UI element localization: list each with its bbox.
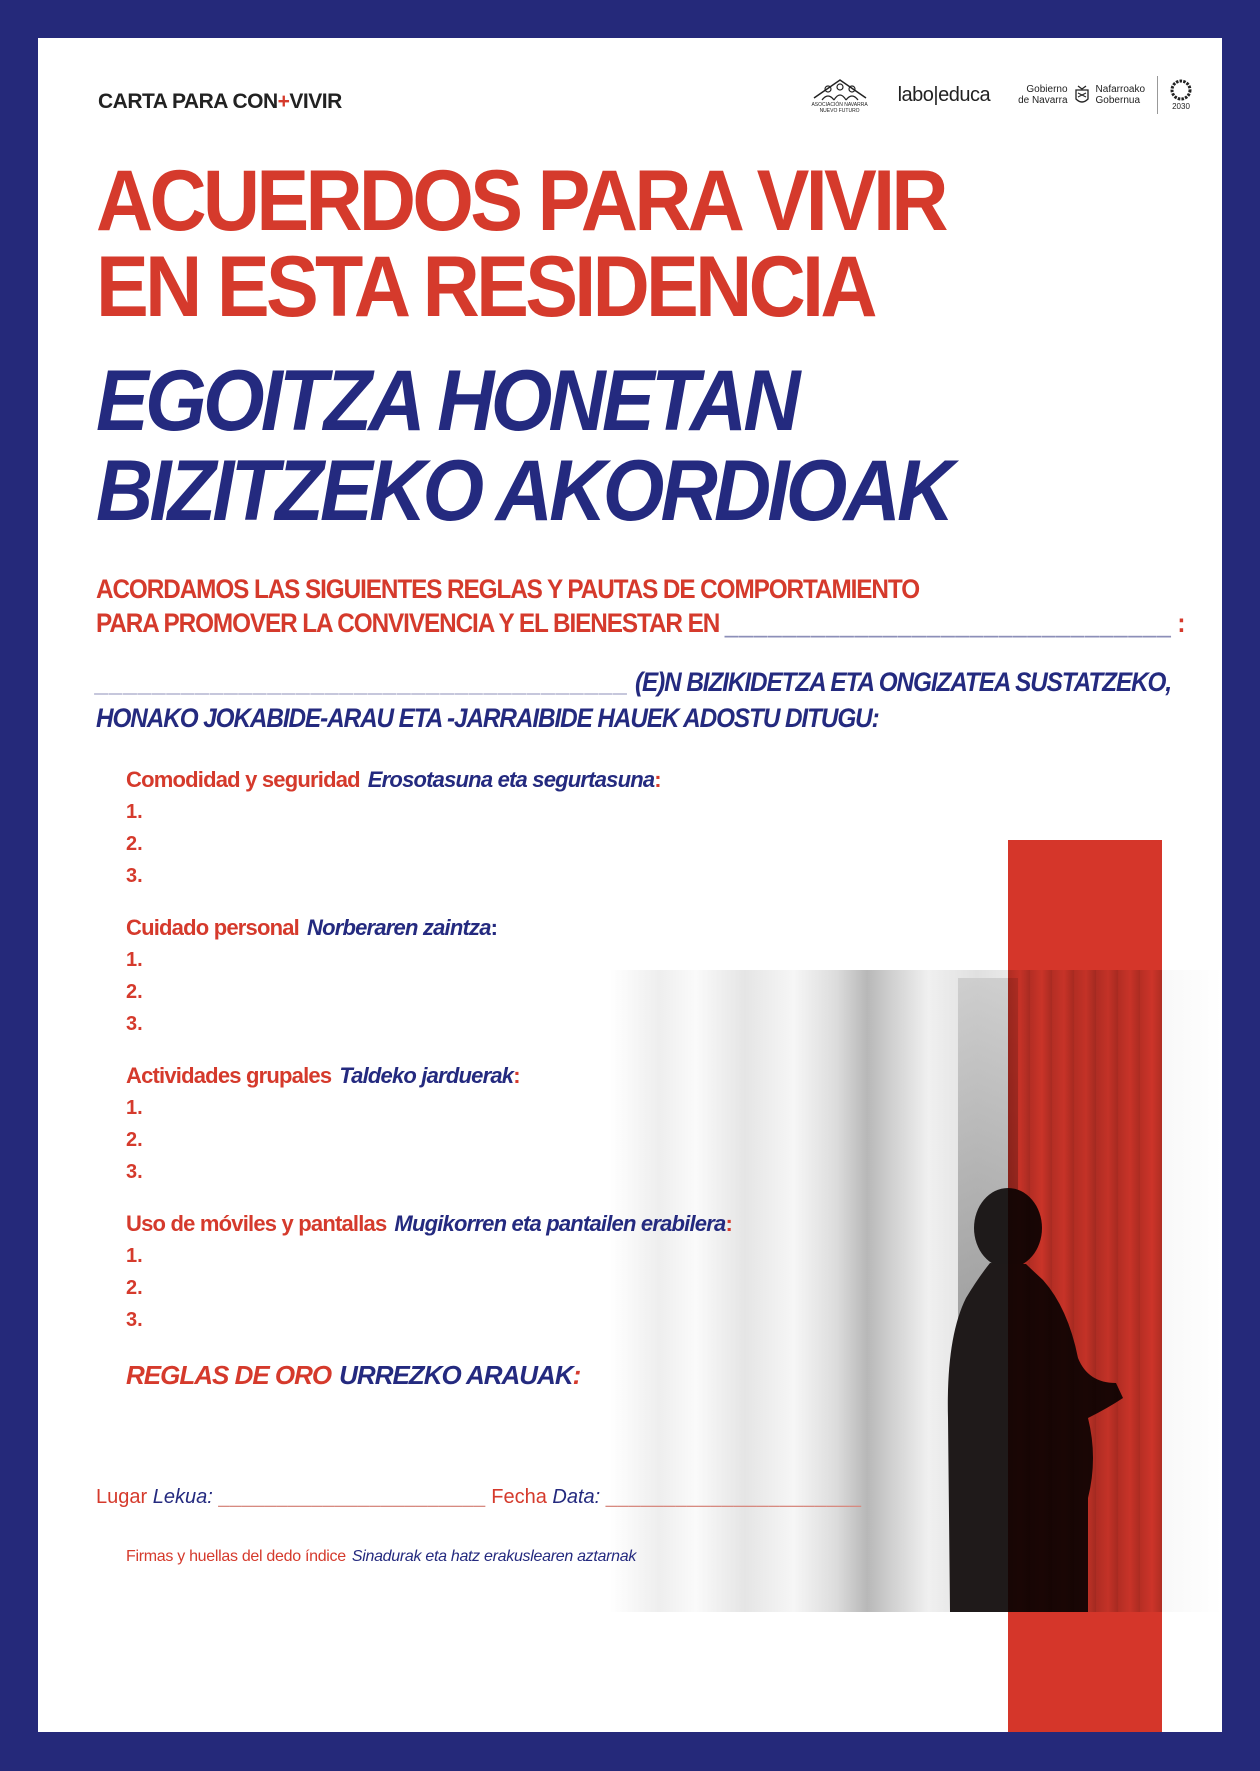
date-label-es: Fecha [491, 1486, 547, 1508]
place-field[interactable]: _______________________ [218, 1486, 486, 1508]
title-spanish-line1: ACUERDOS PARA VIVIR [96, 153, 945, 249]
date-field[interactable]: ______________________ [605, 1486, 862, 1508]
section-colon: : [654, 767, 661, 792]
logo-separator [1157, 76, 1158, 114]
rule-item[interactable]: 2. [126, 1129, 143, 1151]
people-group-icon [810, 76, 870, 102]
section-title-es: Uso de móviles y pantallas [126, 1211, 387, 1236]
title-basque-line1: EGOITZA HONETAN [96, 353, 797, 449]
section-colon: : [490, 915, 498, 940]
rule-item[interactable]: 3. [126, 1161, 143, 1183]
gobierno-es-line1: Gobierno [1026, 84, 1068, 95]
signatures-eu: Sinadurak eta hatz erakuslearen aztarnak [351, 1548, 637, 1565]
section-group-activities [126, 1060, 866, 1188]
rule-item[interactable]: 2. [126, 981, 143, 1003]
residence-name-field-eu[interactable]: _____________________________________ [96, 667, 630, 697]
section-title [126, 764, 866, 796]
section-title-eu: Norberaren zaintza [307, 915, 491, 940]
brand-plus: + [277, 90, 290, 113]
intro-basque-line2: HONAKO JOKABIDE-ARAU ETA -JARRAIBIDE HAUEK ADOSTU DITUGU: [96, 703, 879, 733]
signatures-es: Firmas y huellas del dedo índice [126, 1548, 346, 1565]
rule-item[interactable]: 3. [126, 1013, 143, 1035]
signatures-caption [126, 1548, 636, 1566]
gobierno-es-line2: de Navarra [1018, 95, 1068, 106]
section-colon: : [513, 1063, 520, 1088]
poster-sheet [38, 38, 1222, 1732]
golden-rules-eu: URREZKO ARAUAK [339, 1360, 573, 1390]
coat-of-arms-icon [1074, 84, 1090, 106]
title-spanish [96, 153, 945, 335]
place-label-eu: Lekua: [152, 1486, 213, 1508]
rule-item[interactable]: 3. [126, 865, 143, 887]
partner-logos [810, 70, 1192, 120]
gobierno-eu-line1: Nafarroako [1095, 84, 1145, 95]
section-comfort-safety [126, 764, 866, 892]
gobierno-eu-line2: Gobernua [1095, 95, 1141, 106]
nuevo-futuro-line1: ASOCIACIÓN NAVARRA [811, 102, 868, 108]
title-spanish-line2: EN ESTA RESIDENCIA [96, 239, 874, 335]
nuevo-futuro-logo [810, 76, 870, 114]
sdg-wheel-icon [1170, 79, 1192, 101]
golden-rules-heading [126, 1360, 580, 1391]
agenda-2030-text: 2030 [1172, 101, 1190, 111]
intro-spanish-colon: : [1177, 608, 1185, 638]
intro-basque-line1-text: (E)N BIZIKIDETZA ETA ONGIZATEA SUSTATZEKO, [635, 667, 1172, 697]
intro-spanish-line2 [96, 606, 1184, 640]
section-title-eu: Erosotasuna eta segurtasuna [367, 767, 655, 792]
intro-spanish [96, 572, 1184, 640]
title-basque [96, 353, 951, 539]
rule-item[interactable]: 2. [126, 1277, 143, 1299]
residence-name-field[interactable]: _______________________________ [724, 608, 1172, 638]
intro-spanish-line2-text: PARA PROMOVER LA CONVIVENCIA Y EL BIENESTAR EN [96, 608, 720, 638]
brand-prefix: CARTA PARA CON [98, 90, 278, 113]
rule-item[interactable]: 1. [126, 1097, 143, 1119]
section-colon: : [725, 1211, 732, 1236]
section-title [126, 1208, 866, 1240]
rule-item[interactable]: 1. [126, 949, 143, 971]
section-title-es: Comodidad y seguridad [126, 767, 360, 792]
rule-item[interactable]: 1. [126, 1245, 143, 1267]
golden-rules-es: REGLAS DE ORO [126, 1360, 332, 1390]
red-curtain-folds [1008, 970, 1162, 1612]
section-title [126, 1060, 866, 1092]
nuevo-futuro-line2: NUEVO FUTURO [819, 108, 860, 114]
section-personal-care [126, 912, 866, 1040]
place-label-es: Lugar [96, 1486, 148, 1508]
rule-item[interactable]: 3. [126, 1309, 143, 1331]
brand-suffix: VIVIR [289, 90, 342, 113]
laboeduca-logo: labo|educa [897, 83, 991, 106]
section-title-es: Actividades grupales [126, 1063, 332, 1088]
section-title-es: Cuidado personal [126, 915, 299, 940]
intro-spanish-line1: ACORDAMOS LAS SIGUIENTES REGLAS Y PAUTAS DE COMPORTAMIENTO [96, 574, 920, 604]
section-phones-screens [126, 1208, 866, 1336]
rule-item[interactable]: 1. [126, 801, 143, 823]
rule-item[interactable]: 2. [126, 833, 143, 855]
intro-basque [96, 664, 1171, 736]
gobierno-es [1018, 84, 1067, 106]
title-basque-line2: BIZITZEKO AKORDIOAK [96, 443, 951, 539]
section-title [126, 912, 866, 944]
section-title-eu: Taldeko jarduerak [339, 1063, 514, 1088]
gobierno-navarra-logo [1018, 76, 1192, 114]
place-date-row [96, 1486, 862, 1509]
intro-basque-line1 [96, 664, 1171, 700]
section-title-eu: Mugikorren eta pantailen erabilera [394, 1211, 726, 1236]
brand-title [98, 90, 342, 114]
golden-rules-colon: : [572, 1360, 581, 1390]
date-label-eu: Data: [552, 1486, 601, 1508]
gobierno-eu [1096, 84, 1145, 106]
agenda-2030-logo [1170, 79, 1192, 112]
